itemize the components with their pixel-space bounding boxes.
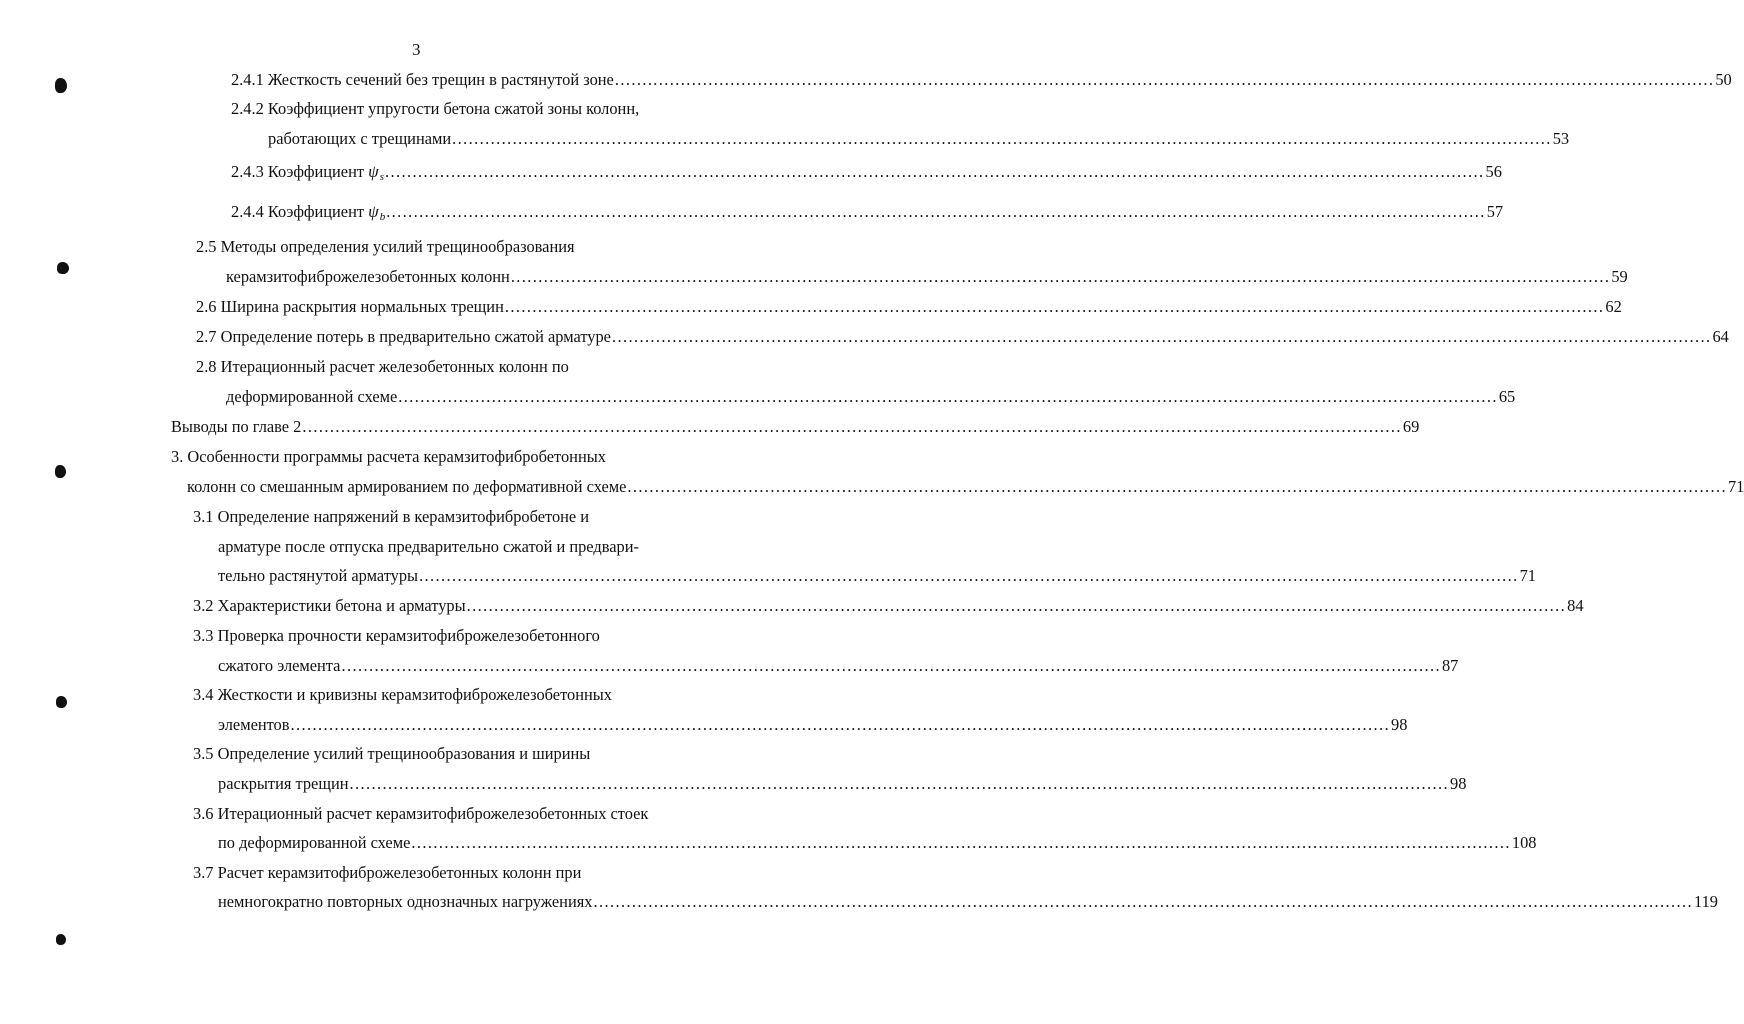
entry-page: 62 — [1605, 297, 1622, 316]
entry-title: Выводы по главе 2 — [171, 417, 302, 436]
entry-title: Итерационный расчет железобетонных колонн по — [220, 357, 569, 376]
leader-dots: ........................................................................................................................................................................................................ — [593, 892, 1693, 911]
entry-page: 98 — [1391, 715, 1408, 734]
toc-entry-3-2 — [193, 596, 1584, 616]
leader-dots: ........................................................................................................................................................................................................ — [386, 202, 1486, 221]
entry-title: Расчет керамзитофиброжелезобетонных колонн при — [217, 863, 582, 882]
entry-title-cont: по деформированной схеме — [218, 833, 411, 852]
entry-title: Определение усилий трещинообразования и ширины — [217, 744, 591, 763]
toc-entry-2-7 — [196, 327, 1729, 347]
entry-page: 57 — [1486, 202, 1504, 221]
toc-entry-3-1-cont — [218, 537, 710, 557]
binding-hole-mark — [55, 465, 66, 478]
entry-title-cont: сжатого элемента — [218, 656, 341, 675]
toc-entry-3-5 — [193, 744, 710, 764]
entry-title-cont: раскрытия трещин — [218, 774, 349, 793]
psi-symbol: ψ — [368, 162, 379, 181]
leader-dots: ........................................................................................................................................................................................................ — [384, 162, 1485, 181]
psi-symbol: ψ — [368, 202, 379, 221]
toc-entry-3-4-cont — [218, 715, 1408, 735]
leader-dots: ........................................................................................................................................................................................................ — [341, 656, 1441, 675]
entry-title: Жесткость сечений без трещин в растянутой зоне — [267, 70, 614, 89]
entry-page: 87 — [1441, 656, 1459, 675]
entry-number: 2.4.1 — [231, 70, 264, 89]
entry-number: 3. — [171, 447, 184, 466]
toc-entry-2-4-2-cont — [268, 129, 1570, 149]
entry-page: 98 — [1450, 774, 1467, 793]
toc-entry-2-4-3 — [231, 162, 1502, 187]
leader-dots: ........................................................................................................................................................................................................ — [611, 327, 1712, 346]
entry-page: 56 — [1485, 162, 1502, 181]
toc-entry-3-7-cont — [218, 892, 1718, 912]
toc-entry-2-4-2 — [231, 99, 710, 119]
entry-number: 3.4 — [193, 685, 214, 704]
entry-title: Методы определения усилий трещинообразования — [220, 237, 575, 256]
entry-number: 2.7 — [196, 327, 217, 346]
toc-entry-2-8 — [196, 357, 710, 377]
entry-number: 3.6 — [193, 804, 214, 823]
entry-number: 3.2 — [193, 596, 214, 615]
toc-entry-2-5-cont — [226, 267, 1628, 287]
entry-number: 3.1 — [193, 507, 214, 526]
entry-title: Коэффициент упругости бетона сжатой зоны колонн, — [267, 99, 640, 118]
leader-dots: ........................................................................................................................................................................................................ — [290, 715, 1391, 734]
toc-entry-2-5 — [196, 237, 710, 257]
entry-page: 65 — [1498, 387, 1516, 406]
entry-title-cont: немногократно повторных однозначных нагружениях — [218, 892, 593, 911]
binding-hole-mark — [56, 934, 66, 945]
entry-title-cont: работающих с трещинами — [268, 129, 452, 148]
entry-page: 53 — [1552, 129, 1570, 148]
psi-subscript: b — [379, 211, 386, 223]
leader-dots: ........................................................................................................................................................................................................ — [398, 387, 1498, 406]
entry-title: Коэффициент — [267, 162, 365, 181]
entry-title: Жесткости и кривизны керамзитофиброжелезобетонных — [217, 685, 612, 704]
toc-entry-3-3 — [193, 626, 710, 646]
leader-dots: ........................................................................................................................................................................................................ — [419, 566, 1519, 585]
entry-title-cont: арматуре после отпуска предварительно сжатой и предвари- — [218, 537, 639, 556]
leader-dots: ........................................................................................................................................................................................................ — [504, 297, 1605, 316]
leader-dots: ........................................................................................................................................................................................................ — [627, 477, 1727, 496]
entry-page: 50 — [1715, 70, 1732, 89]
toc-entry-3-1-cont2 — [218, 566, 1536, 586]
toc-entry-2-4-1 — [231, 70, 1732, 90]
entry-number: 2.4.2 — [231, 99, 264, 118]
entry-title-cont: элементов — [218, 715, 290, 734]
entry-number: 2.5 — [196, 237, 217, 256]
leader-dots: ........................................................................................................................................................................................................ — [349, 774, 1450, 793]
entry-page: 69 — [1402, 417, 1420, 436]
toc-entry-2-4-4 — [231, 202, 1504, 227]
entry-number: 2.4.4 — [231, 202, 264, 221]
entry-title-cont: керамзитофиброжелезобетонных колонн — [226, 267, 510, 286]
toc-entry-3-4 — [193, 685, 710, 705]
toc-entry-3-5-cont — [218, 774, 1467, 794]
entry-page: 71 — [1519, 566, 1536, 585]
entry-number: 2.4.3 — [231, 162, 264, 181]
entry-page: 119 — [1693, 892, 1718, 911]
leader-dots: ........................................................................................................................................................................................................ — [466, 596, 1567, 615]
entry-number: 2.6 — [196, 297, 217, 316]
toc-entry-3-3-cont — [218, 656, 1459, 676]
psi-subscript: s — [379, 171, 384, 183]
toc-entry-3-1 — [193, 507, 710, 527]
toc-entry-3-7 — [193, 863, 710, 883]
entry-title: Характеристики бетона и арматуры — [217, 596, 466, 615]
entry-number: 3.3 — [193, 626, 214, 645]
entry-page: 64 — [1712, 327, 1729, 346]
toc-entry-conclusions-2 — [171, 417, 1420, 437]
leader-dots: ........................................................................................................................................................................................................ — [302, 417, 1402, 436]
entry-title-cont: колонн со смешанным армированием по деформативной схеме — [187, 477, 627, 496]
binding-hole-mark — [57, 262, 69, 274]
leader-dots: ........................................................................................................................................................................................................ — [452, 129, 1552, 148]
entry-title: Определение напряжений в керамзитофибробетоне и — [217, 507, 590, 526]
toc-entry-2-6 — [196, 297, 1622, 317]
entry-number: 2.8 — [196, 357, 217, 376]
entry-page: 59 — [1611, 267, 1628, 286]
toc-entry-3-6 — [193, 804, 710, 824]
entry-page: 108 — [1511, 833, 1537, 852]
entry-title-cont: тельно растянутой арматуры — [218, 566, 419, 585]
entry-page: 84 — [1567, 596, 1584, 615]
entry-title: Коэффициент — [267, 202, 365, 221]
entry-title: Итерационный расчет керамзитофиброжелезобетонных стоек — [217, 804, 649, 823]
entry-number: 3.7 — [193, 863, 214, 882]
entry-title: Определение потерь в предварительно сжатой арматуре — [220, 327, 611, 346]
entry-title-cont: деформированной схеме — [226, 387, 398, 406]
toc-entry-2-8-cont — [226, 387, 1516, 407]
entry-title: Проверка прочности керамзитофиброжелезобетонного — [217, 626, 600, 645]
binding-hole-mark — [56, 696, 67, 708]
page-number: 3 — [412, 40, 421, 59]
entry-title: Ширина раскрытия нормальных трещин — [220, 297, 504, 316]
toc-entry-3-cont — [187, 477, 1744, 497]
leader-dots: ........................................................................................................................................................................................................ — [510, 267, 1611, 286]
leader-dots: ........................................................................................................................................................................................................ — [411, 833, 1511, 852]
entry-title: Особенности программы расчета керамзитофибробетонных — [187, 447, 606, 466]
entry-page: 71 — [1727, 477, 1744, 496]
toc-entry-3 — [171, 447, 710, 467]
toc-entry-3-6-cont — [218, 833, 1537, 853]
entry-number: 3.5 — [193, 744, 214, 763]
leader-dots: ........................................................................................................................................................................................................ — [614, 70, 1715, 89]
binding-hole-mark — [55, 78, 67, 93]
